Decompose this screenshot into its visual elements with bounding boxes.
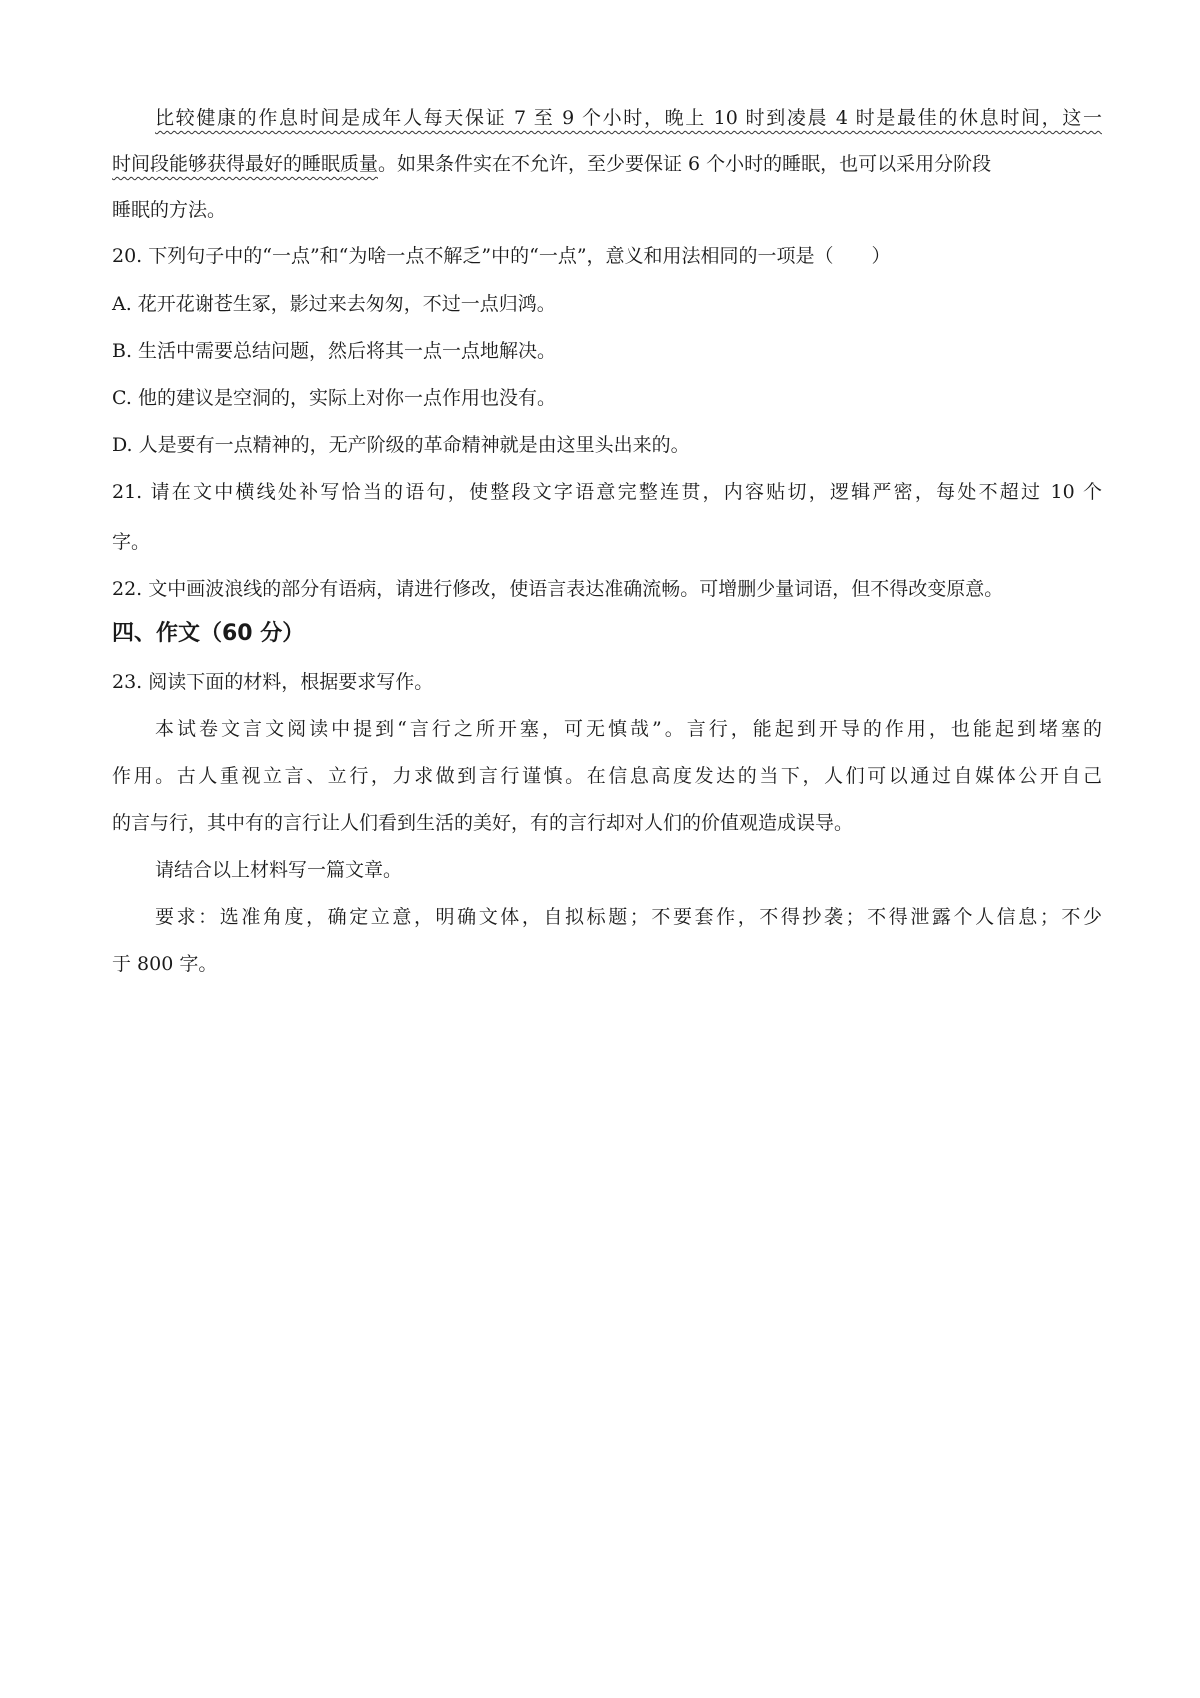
passage-line-2 [112, 152, 1102, 176]
writing-instruction: 请结合以上材料写一篇文章。 [155, 859, 403, 881]
question-20-option-c: C. 他的建议是空洞的，实际上对你一点作用也没有。 [112, 387, 556, 409]
question-20-option-a: A. 花开花谢苍生冢，影过来去匆匆，不过一点归鸿。 [112, 293, 556, 315]
question-20-option-d: D. 人是要有一点精神的，无产阶级的革命精神就是由这里头出来的。 [112, 434, 690, 456]
requirements-line-2: 于 800 字。 [112, 953, 218, 975]
passage-line-3: 睡眠的方法。 [112, 199, 227, 221]
question-21-line-2: 字。 [112, 531, 151, 553]
question-22-text: 22. 文中画波浪线的部分有语病，请进行修改，使语言表达准确流畅。可增删少量词语，但不得改变原意。 [112, 578, 1004, 600]
section-heading: 四、作文（60 分） [112, 621, 305, 646]
material-line-2: 作用。古人重视立言、立行，力求做到言行谨慎。在信息高度发达的当下，人们可以通过自媒体公开自己 [112, 765, 1102, 787]
passage-line-1 [155, 106, 1102, 130]
material-line-1: 本试卷文言文阅读中提到“言行之所开塞，可无慎哉”。言行，能起到开导的作用，也能起到堵塞的 [155, 718, 1102, 740]
question-20-option-b: B. 生活中需要总结问题，然后将其一点一点地解决。 [112, 340, 557, 362]
question-21-line-1: 21. 请在文中横线处补写恰当的语句，使整段文字语意完整连贯，内容贴切，逻辑严密，每处不超过 10 个 [112, 481, 1102, 503]
passage-line-2-rest: 。如果条件实在不允许，至少要保证 6 个小时的睡眠，也可以采用分阶段 [378, 153, 992, 175]
requirements-line-1: 要求：选准角度，确定立意，明确文体，自拟标题；不要套作，不得抄袭；不得泄露个人信息；不少 [155, 906, 1102, 928]
material-line-3: 的言与行，其中有的言行让人们看到生活的美好，有的言行却对人们的价值观造成误导。 [112, 812, 854, 834]
wavy-underlined-text: 比较健康的作息时间是成年人每天保证 7 至 9 个小时，晚上 10 时到凌晨 4 时是最佳的休息时间，这一 [155, 107, 1102, 129]
wavy-underlined-text: 时间段能够获得最好的睡眠质量 [112, 153, 379, 175]
question-20-stem: 20. 下列句子中的“一点”和“为啥一点不解乏”中的“一点”，意义和用法相同的一项是（ ） [112, 245, 891, 267]
question-23-stem: 23. 阅读下面的材料，根据要求写作。 [112, 671, 434, 693]
